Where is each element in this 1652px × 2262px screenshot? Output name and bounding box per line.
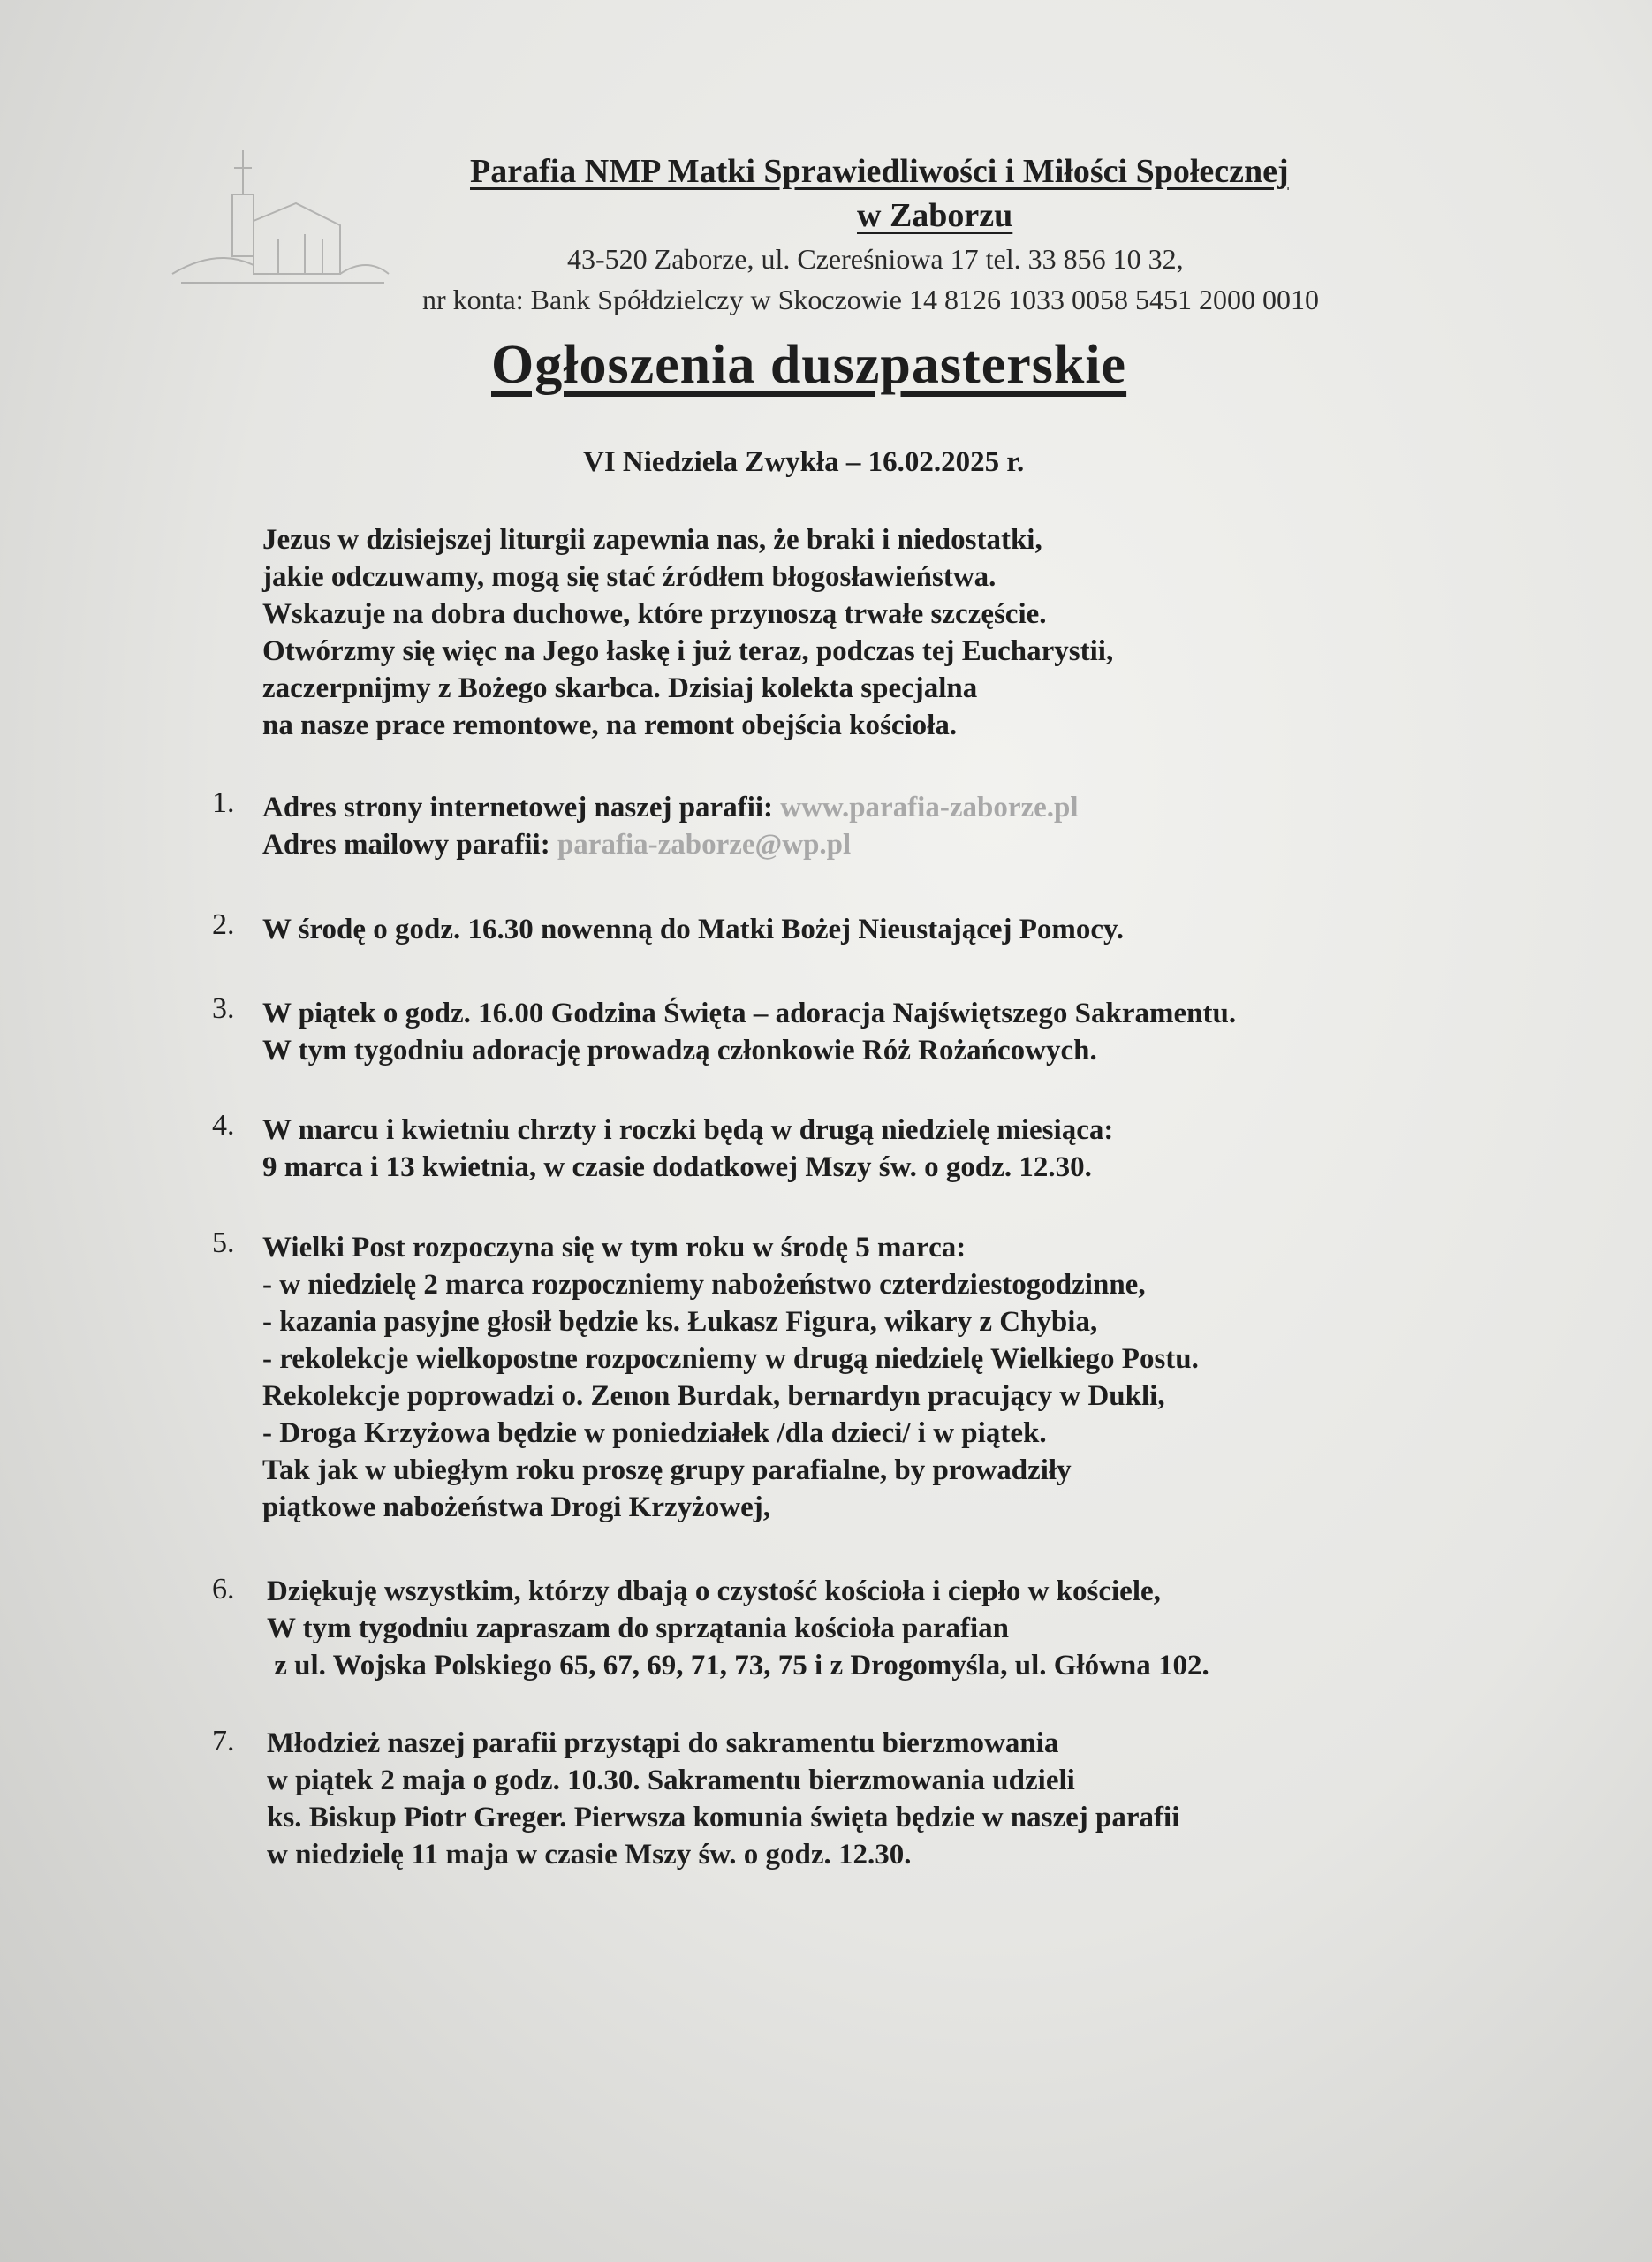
item-line: Wielki Post rozpoczyna się w tym roku w środę 5 marca: [262, 1232, 966, 1264]
item-number: 5. [212, 1226, 235, 1259]
church-logo-icon [163, 141, 393, 292]
intro-line: Jezus w dzisiejszej liturgii zapewnia nas, że braki i niedostatki, [262, 524, 1042, 556]
item-line: Młodzież naszej parafii przystąpi do sakramentu bierzmowania [267, 1727, 1059, 1759]
item-line: Tak jak w ubiegłym roku proszę grupy parafialne, by prowadziły [262, 1454, 1072, 1486]
announcement-item-2 [262, 911, 1124, 948]
announcement-item-4 [262, 1112, 1113, 1186]
email-link[interactable]: parafia-zaborze@wp.pl [557, 829, 852, 861]
item-line: W piątek o godz. 16.00 Godzina Święta – adoracja Najświętszego Sakramentu. [262, 998, 1237, 1029]
item-number: 7. [212, 1725, 235, 1757]
item-line: w piątek 2 maja o godz. 10.30. Sakramentu bierzmowania udzieli [267, 1765, 1075, 1796]
intro-line: jakie odczuwamy, mogą się stać źródłem błogosławieństwa. [262, 561, 997, 593]
item-number: 6. [212, 1573, 235, 1605]
item-number: 4. [212, 1109, 235, 1142]
item-line: 9 marca i 13 kwietnia, w czasie dodatkowej Mszy św. o godz. 12.30. [262, 1151, 1092, 1183]
email-label: Adres mailowy parafii: [262, 829, 557, 861]
item-number: 3. [212, 992, 235, 1025]
page-subtitle: VI Niedziela Zwykła – 16.02.2025 r. [583, 446, 1025, 478]
item-line: z ul. Wojska Polskiego 65, 67, 69, 71, 73, 75 i z Drogomyśla, ul. Główna 102. [267, 1650, 1209, 1681]
website-label: Adres strony internetowej naszej parafii: [262, 792, 781, 824]
intro-line: Otwórzmy się więc na Jego łaskę i już teraz, podczas tej Eucharystii, [262, 635, 1114, 667]
bank-account: nr konta: Bank Spółdzielczy w Skoczowie 14 8126 1033 0058 5451 2000 0010 [422, 284, 1319, 315]
announcement-item-5 [262, 1229, 1199, 1526]
item-line: W środę o godz. 16.30 nowenną do Matki Bożej Nieustającej Pomocy. [262, 914, 1124, 945]
item-number: 1. [212, 786, 235, 819]
item-line: piątkowe nabożeństwa Drogi Krzyżowej, [262, 1492, 770, 1523]
item-line: - kazania pasyjne głosił będzie ks. Łukasz Figura, wikary z Chybia, [262, 1306, 1098, 1338]
intro-line: Wskazuje na dobra duchowe, które przynoszą trwałe szczęście. [262, 598, 1047, 630]
item-line: Rekolekcje poprowadzi o. Zenon Burdak, bernardyn pracujący w Dukli, [262, 1380, 1165, 1412]
item-line: W marcu i kwietniu chrzty i roczki będą w drugą niedzielę miesiąca: [262, 1114, 1114, 1146]
item-line: w niedzielę 11 maja w czasie Mszy św. o godz. 12.30. [267, 1839, 912, 1871]
item-line: - Droga Krzyżowa będzie w poniedziałek /dla dzieci/ i w piątek. [262, 1417, 1047, 1449]
item-line: W tym tygodniu adorację prowadzą członkowie Róż Rożańcowych. [262, 1035, 1097, 1066]
website-link[interactable]: www.parafia-zaborze.pl [780, 792, 1079, 824]
item-line: - rekolekcje wielkopostne rozpoczniemy w drugą niedzielę Wielkiego Postu. [262, 1343, 1199, 1375]
parish-address: 43-520 Zaborze, ul. Czereśniowa 17 tel. 33 856 10 32, [567, 243, 1184, 275]
intro-paragraph [262, 521, 1113, 744]
announcement-item-6 [267, 1573, 1209, 1684]
announcement-item-1 [262, 789, 1079, 863]
item-line: ks. Biskup Piotr Greger. Pierwsza komunia święta będzie w naszej parafii [267, 1802, 1180, 1833]
announcement-item-7 [267, 1725, 1179, 1873]
item-line: - w niedzielę 2 marca rozpoczniemy nabożeństwo czterdziestogodzinne, [262, 1269, 1146, 1301]
item-number: 2. [212, 908, 235, 941]
item-line: Dziękuję wszystkim, którzy dbają o czystość kościoła i ciepło w kościele, [267, 1575, 1161, 1607]
page-title: Ogłoszenia duszpasterskie [491, 335, 1127, 395]
parish-location: w Zaborzu [857, 197, 1013, 234]
item-line: W tym tygodniu zapraszam do sprzątania kościoła parafian [267, 1613, 1010, 1644]
intro-line: na nasze prace remontowe, na remont obejścia kościoła. [262, 710, 958, 741]
intro-line: zaczerpnijmy z Bożego skarbca. Dzisiaj kolekta specjalna [262, 672, 978, 704]
announcement-item-3 [262, 995, 1236, 1069]
parish-name: Parafia NMP Matki Sprawiedliwości i Miłości Społecznej [470, 153, 1289, 190]
